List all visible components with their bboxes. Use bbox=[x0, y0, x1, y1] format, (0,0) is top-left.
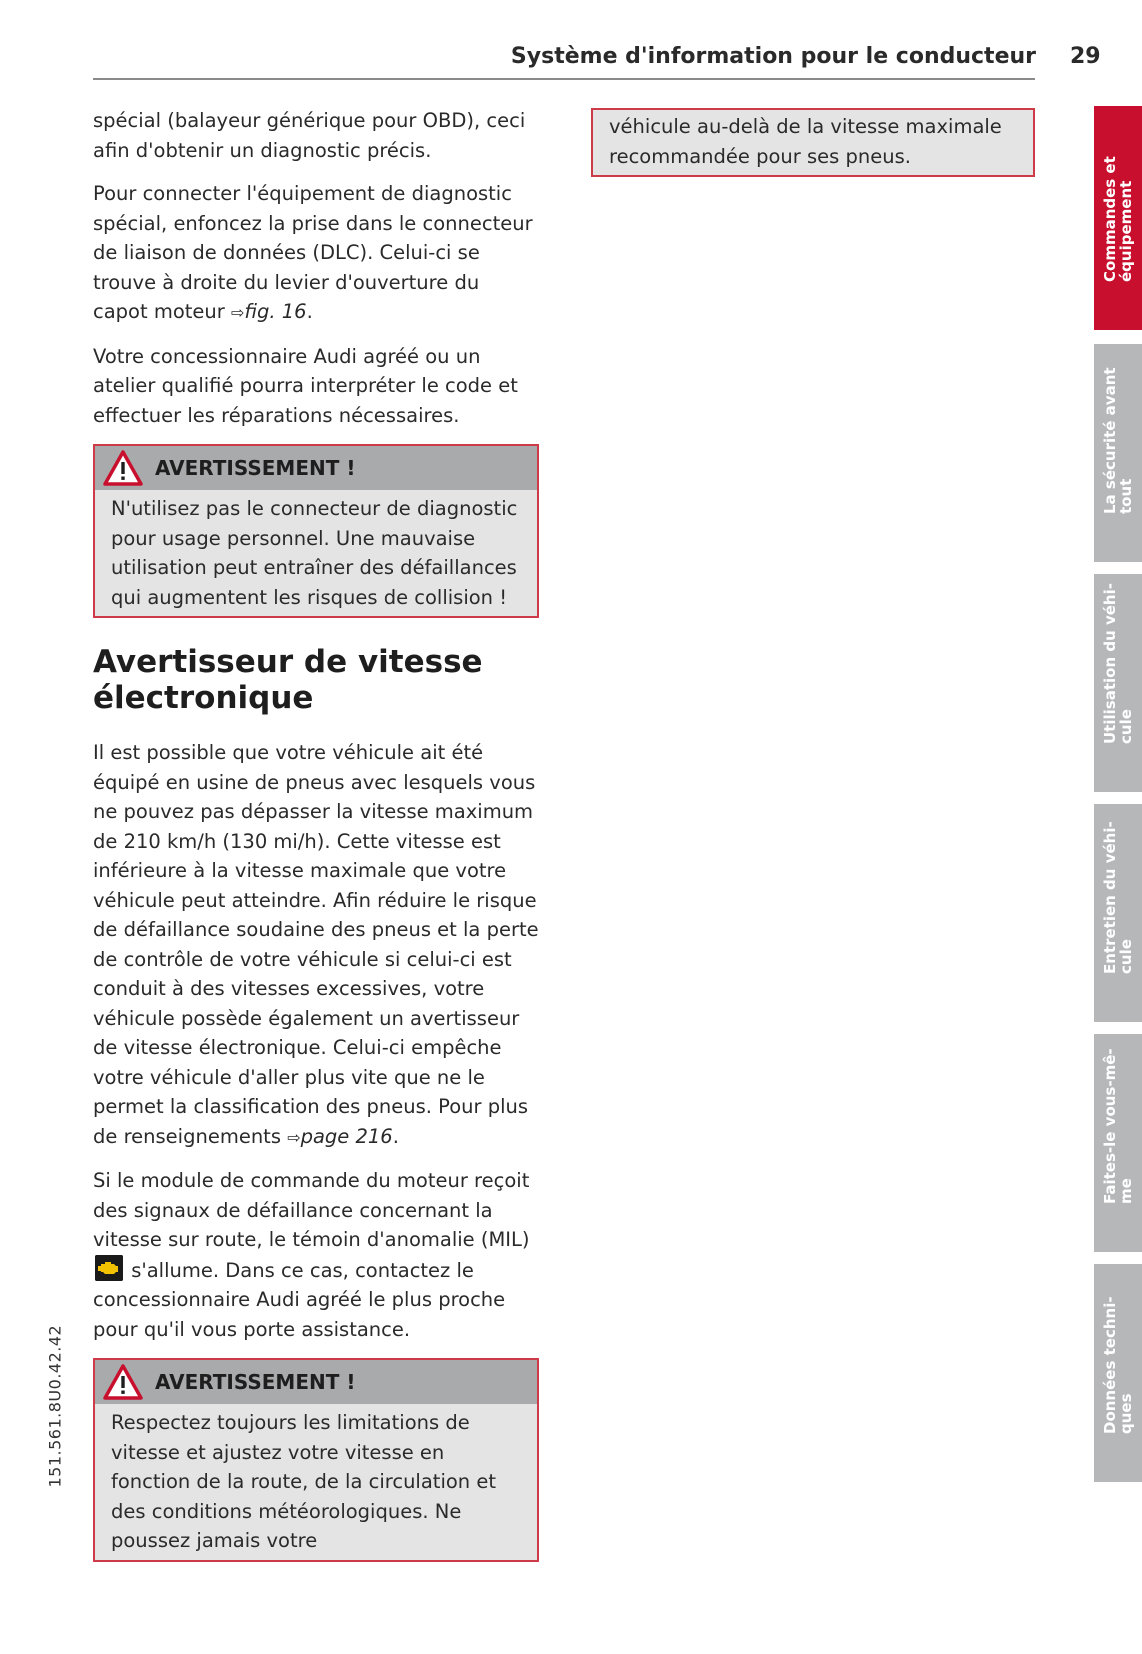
side-tab-label bbox=[1102, 1048, 1134, 1204]
side-tab-label bbox=[1102, 367, 1134, 514]
paragraph-dlc-text: Pour connecter l'équipement de diagnostic spécial, enfoncez la prise dans le connecteur de liaison de données (DLC). Celui-ci se trouve à droite du levier d'ouverture du capot moteur bbox=[93, 182, 533, 323]
side-tab-label bbox=[1102, 821, 1134, 974]
side-tab-line1: Données techni- bbox=[1101, 1296, 1119, 1434]
warning-title: AVERTISSEMENT ! bbox=[155, 1370, 356, 1394]
side-tab-commandes[interactable] bbox=[1094, 106, 1142, 330]
side-tab-label bbox=[1102, 583, 1134, 744]
side-tab-faites-le[interactable] bbox=[1094, 1034, 1142, 1252]
section-heading: Avertisseur de vitesse électronique bbox=[93, 644, 483, 716]
side-tab-line2: cule bbox=[1117, 939, 1135, 974]
xref-page-216[interactable]: page 216 bbox=[300, 1124, 393, 1148]
left-column bbox=[93, 106, 539, 1586]
running-header-title: Système d'information pour le conducteur bbox=[510, 44, 1036, 69]
paragraph-speed-warning bbox=[93, 738, 539, 1152]
paragraph-mil bbox=[93, 1166, 539, 1344]
warning-title: AVERTISSEMENT ! bbox=[155, 456, 356, 480]
engine-check-icon bbox=[95, 1255, 123, 1281]
side-tab-securite[interactable] bbox=[1094, 344, 1142, 562]
side-tab-line1: Entretien du véhi- bbox=[1101, 821, 1119, 974]
side-tab-entretien[interactable] bbox=[1094, 804, 1142, 1022]
xref-arrow-icon: ⇨ bbox=[287, 1127, 301, 1147]
side-tab-label bbox=[1102, 156, 1134, 282]
warning-box-speed bbox=[93, 1358, 539, 1562]
side-tab-label bbox=[1102, 1296, 1134, 1434]
xref-fig-16[interactable]: fig. 16 bbox=[244, 300, 307, 323]
warning-continuation-box: véhicule au-delà de la vitesse maximale recommandée pour ses pneus. bbox=[591, 108, 1035, 177]
page-number: 29 bbox=[1070, 44, 1101, 69]
header-rule bbox=[93, 78, 1035, 80]
paragraph-mil-after: s'allume. Dans ce cas, contactez le concessionnaire Audi agréé le plus proche pour qu'il vous porte assistance. bbox=[93, 1258, 506, 1341]
paragraph-obd-scanner: spécial (balayeur générique pour OBD), ceci afin d'obtenir un diagnostic précis. bbox=[93, 109, 526, 162]
side-tab-line1: Faites-le vous-mê- bbox=[1101, 1048, 1119, 1204]
side-tab-donnees[interactable] bbox=[1094, 1264, 1142, 1482]
side-tab-line2: ques bbox=[1117, 1393, 1135, 1434]
side-tab-line2: me bbox=[1117, 1178, 1135, 1204]
paragraph-mil-before: Si le module de commande du moteur reçoit des signaux de défaillance concernant la vitesse sur route, le témoin d'anomalie (MIL) bbox=[93, 1169, 530, 1251]
side-tab-line2: équipement bbox=[1117, 180, 1135, 282]
side-tab-line1: Utilisation du véhi- bbox=[1101, 583, 1119, 744]
warning-header bbox=[95, 446, 537, 490]
paragraph-speed-end: . bbox=[392, 1124, 399, 1148]
xref-arrow-icon: ⇨ bbox=[230, 303, 245, 322]
paragraph-dlc-connect bbox=[93, 179, 539, 328]
warning-triangle-icon bbox=[103, 1364, 143, 1400]
side-tab-line2: cule bbox=[1117, 709, 1135, 744]
paragraph-dealer: Votre concessionnaire Audi agréé ou un atelier qualifié pourra interpréter le code et effectuer les réparations nécessaires. bbox=[93, 344, 518, 427]
warning-body: N'utilisez pas le connecteur de diagnostic pour usage personnel. Une mauvaise utilisation peut entraîner des défaillances qui augmentent les risques de collision ! bbox=[111, 497, 518, 609]
right-column bbox=[591, 108, 1035, 177]
side-tab-line1: La sécurité avant bbox=[1101, 367, 1119, 514]
paragraph-dlc-end: . bbox=[306, 300, 313, 323]
warning-triangle-icon bbox=[103, 450, 143, 486]
document-code-text: 151.561.8U0.42.42 bbox=[45, 1324, 65, 1488]
side-tab-utilisation[interactable] bbox=[1094, 574, 1142, 792]
warning-header bbox=[95, 1360, 537, 1404]
side-tab-line1: Commandes et bbox=[1101, 156, 1119, 282]
paragraph-speed-text: Il est possible que votre véhicule ait été équipé en usine de pneus avec lesquels vous ne pouvez pas dépasser la vitesse maximum de 210 km/h (130 mi/h). Cette vitesse est inférieure à la vitesse maximale que votre véhicule peut atteindre. Afin réduire le risque de défaillance soudaine des pneus et la perte de contrôle de votre véhicule si celui-ci est conduit à des vitesses excessives, votre véhicule possède également un avertisseur de vitesse électronique. Celui-ci empêche votre véhicule d'aller plus vite que ne le permet la classification des pneus. Pour plus de renseignements bbox=[93, 741, 539, 1148]
warning-body: Respectez toujours les limitations de vitesse et ajustez votre vitesse en fonction de la route, de la circulation et des conditions météorologiques. Ne poussez jamais votre bbox=[111, 1411, 496, 1552]
side-tab-line2: tout bbox=[1117, 478, 1135, 514]
warning-box-diagnostic bbox=[93, 444, 539, 618]
